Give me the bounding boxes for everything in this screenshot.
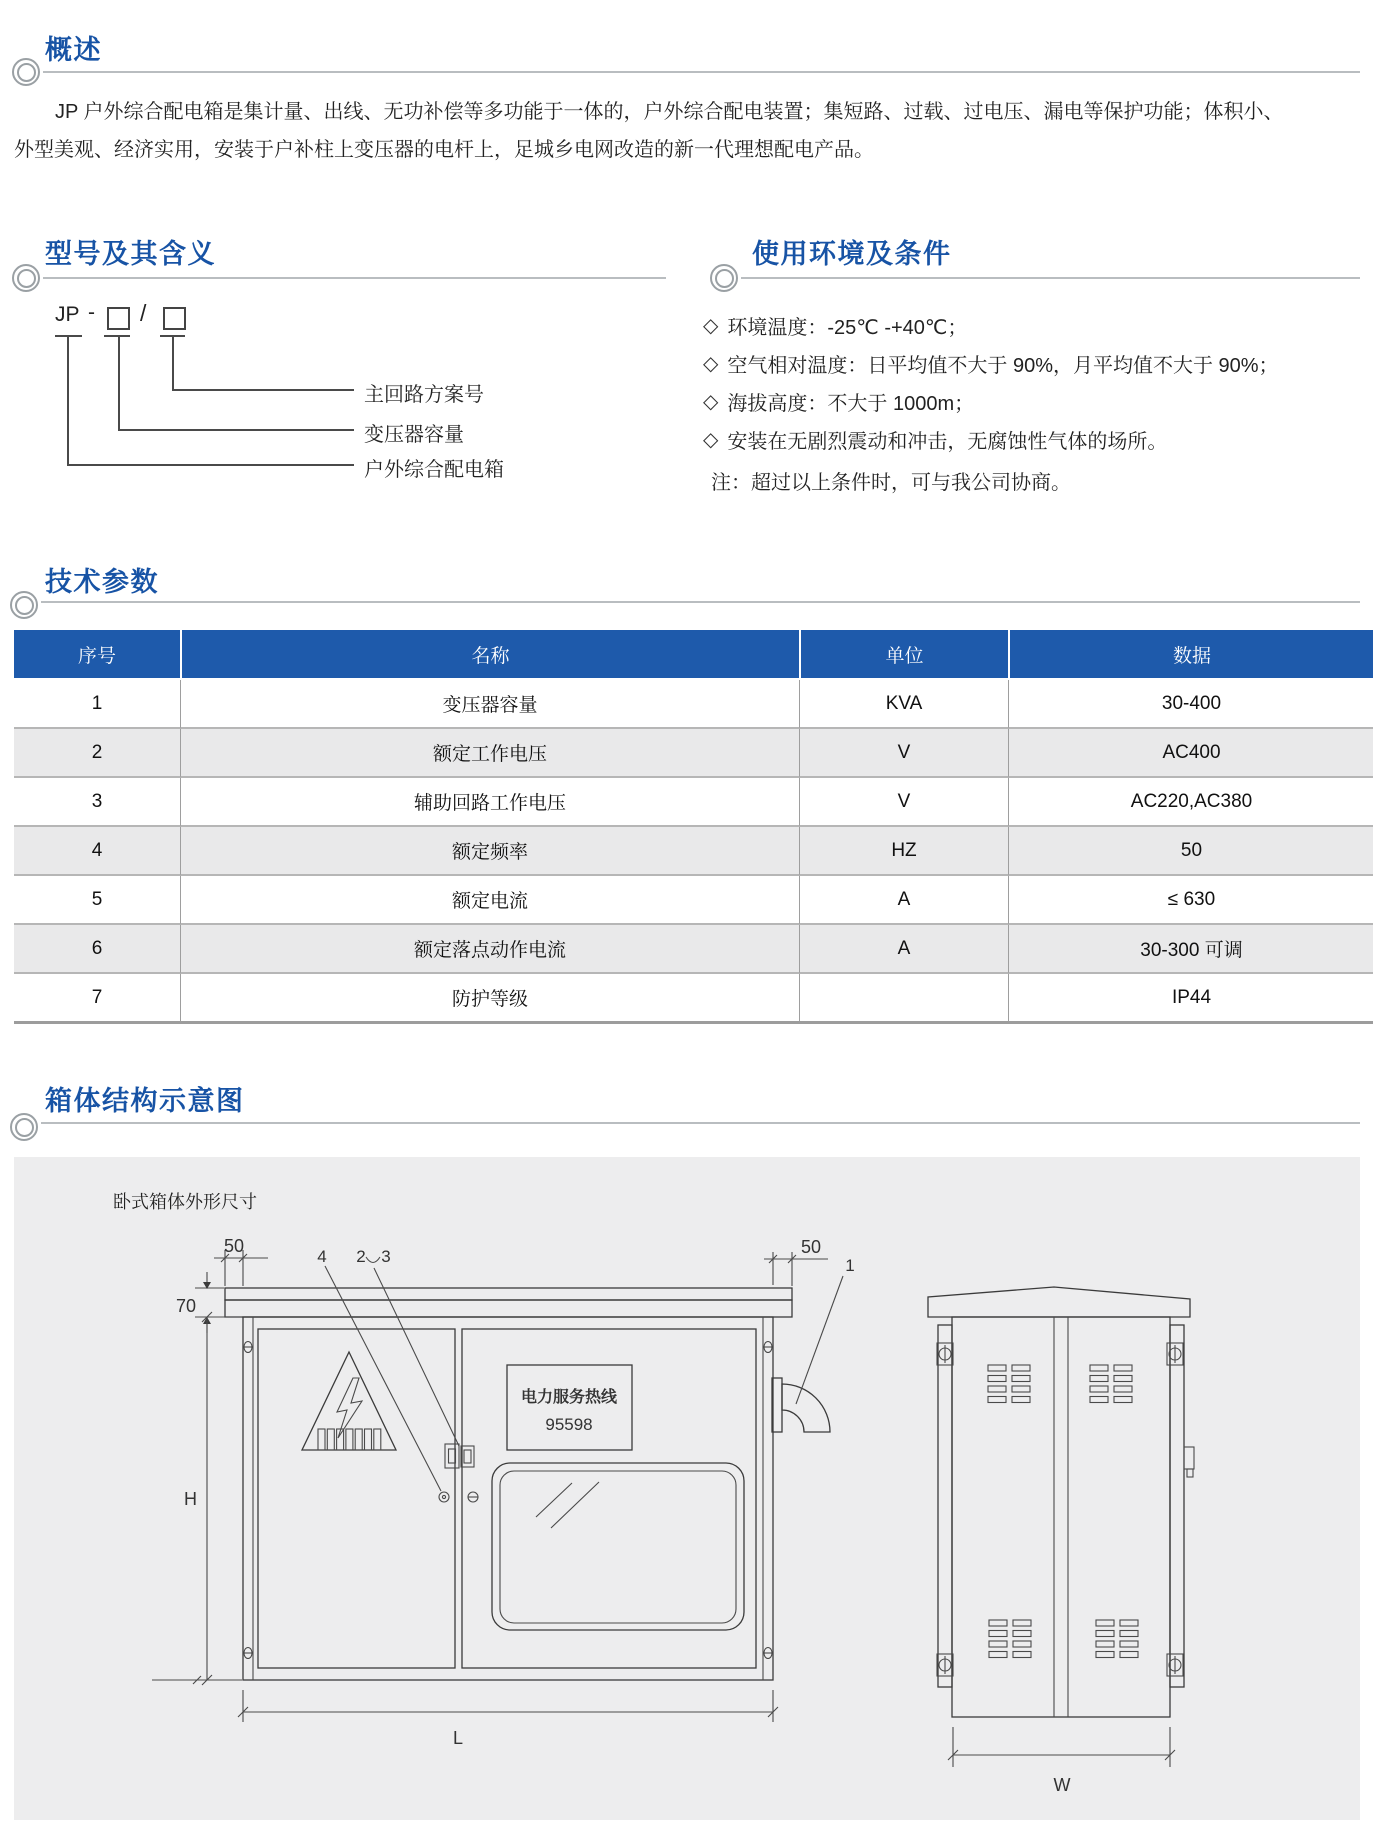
- column-header-name: 名称: [180, 630, 799, 680]
- model-code-dash: -: [88, 301, 95, 324]
- cell-unit: V: [799, 778, 1008, 827]
- table-row: [14, 729, 1373, 778]
- cell-name: 防护等级: [180, 974, 799, 1024]
- dim-label-50-left: 50: [223, 1236, 245, 1256]
- table-header-row: [14, 630, 1373, 680]
- part-label-3: 3: [381, 1247, 391, 1266]
- cell-data: ≤ 630: [1008, 876, 1373, 925]
- cell-index: 1: [14, 680, 180, 729]
- section-divider: [43, 277, 666, 279]
- dim-label-H: H: [184, 1489, 197, 1509]
- dimension-length: [238, 1690, 778, 1748]
- cell-data: 50: [1008, 827, 1373, 876]
- table-row: [14, 827, 1373, 876]
- section-divider: [43, 71, 1360, 73]
- diamond-bullet-icon: ◇: [703, 429, 719, 451]
- table-row: [14, 778, 1373, 827]
- glass-reflection-icon: [536, 1482, 599, 1528]
- meter-window: [492, 1463, 744, 1630]
- cell-unit: HZ: [799, 827, 1008, 876]
- cell-unit: KVA: [799, 680, 1008, 729]
- door-latch-icon: [439, 1444, 478, 1502]
- model-heading: 型号及其含义: [45, 239, 216, 269]
- cell-name: 额定电流: [180, 876, 799, 925]
- model-connector-line: [67, 336, 69, 466]
- structure-heading: 箱体结构示意图: [45, 1086, 245, 1116]
- cell-name: 辅助回路工作电压: [180, 778, 799, 827]
- model-placeholder-box-icon: [163, 307, 186, 330]
- column-header-unit: 单位: [799, 630, 1008, 680]
- cell-unit: V: [799, 729, 1008, 778]
- part-callouts: [317, 1247, 854, 1491]
- part-label-1: 1: [845, 1256, 855, 1275]
- parameters-table: [14, 630, 1373, 1024]
- overview-paragraph-line2: 外型美观、经济实用，安装于户补柱上变压器的电杆上，足城乡电网改造的新一代理想配电产品。: [14, 139, 874, 161]
- model-leader-line: [172, 389, 354, 391]
- model-placeholder-box-icon: [107, 307, 130, 330]
- section-ornament-icon: [10, 1113, 38, 1141]
- column-header-data: 数据: [1008, 630, 1373, 680]
- environment-note: 注：超过以上条件时，可与我公司协商。: [711, 472, 1071, 494]
- cell-unit: [799, 974, 1008, 1024]
- section-divider: [41, 1122, 1360, 1124]
- drawing-caption: 卧式箱体外形尺寸: [113, 1192, 257, 1212]
- dim-label-50-right: 50: [800, 1237, 822, 1257]
- cell-name: 额定频率: [180, 827, 799, 876]
- vent-louvre-icon: [1090, 1365, 1132, 1403]
- front-view-drawing: [152, 1236, 855, 1748]
- environment-item-text: 安装在无剧烈震动和冲击，无腐蚀性气体的场所。: [727, 431, 1168, 453]
- cell-index: 6: [14, 925, 180, 974]
- side-center-divider: [1054, 1317, 1068, 1717]
- cell-index: 4: [14, 827, 180, 876]
- dimension-roof-left: [214, 1236, 268, 1286]
- environment-item-text: 海拔高度：不大于 1000m；: [727, 393, 975, 415]
- cell-data: 30-400: [1008, 680, 1373, 729]
- cabinet-structure-drawing: [14, 1157, 1360, 1820]
- front-left-door: [258, 1329, 455, 1668]
- dimension-roof-right: [764, 1237, 828, 1286]
- dim-label-W: W: [1053, 1775, 1071, 1795]
- front-roof-top: [225, 1288, 792, 1300]
- service-hotline-sign: [507, 1365, 632, 1450]
- front-roof-bottom: [225, 1300, 792, 1317]
- section-divider: [41, 601, 1360, 603]
- dimension-height: [152, 1312, 242, 1685]
- environment-heading: 使用环境及条件: [752, 239, 952, 269]
- side-right-rail: [1170, 1325, 1184, 1687]
- cell-data: AC400: [1008, 729, 1373, 778]
- environment-item-text: 环境温度：-25℃ -+40℃；: [727, 317, 968, 339]
- model-label-capacity: 变压器容量: [364, 424, 464, 446]
- model-label-scheme: 主回路方案号: [364, 384, 484, 406]
- environment-item: [703, 349, 1279, 378]
- cell-index: 7: [14, 974, 180, 1024]
- warning-triangle-icon: [302, 1352, 396, 1450]
- dim-label-L: L: [452, 1728, 464, 1748]
- cell-index: 3: [14, 778, 180, 827]
- table-row: [14, 925, 1373, 974]
- hinge-icon: [937, 1343, 1183, 1676]
- section-ornament-icon: [710, 264, 738, 292]
- section-ornament-icon: [12, 264, 40, 292]
- cell-name: 额定落点动作电流: [180, 925, 799, 974]
- parameters-heading: 技术参数: [45, 567, 159, 597]
- cell-data: 30-300 可调: [1008, 925, 1373, 974]
- table-row: [14, 680, 1373, 729]
- overview-paragraph-line1: JP 户外综合配电箱是集计量、出线、无功补偿等多功能于一体的，户外综合配电装置；集短路、过载、过电压、漏电等保护功能；体积小、: [55, 101, 1284, 123]
- environment-item-text: 空气相对温度：日平均值不大于 90%，月平均值不大于 90%；: [727, 355, 1279, 377]
- model-leader-line: [118, 429, 354, 431]
- cell-index: 5: [14, 876, 180, 925]
- side-roof: [928, 1287, 1190, 1317]
- part-label-4: 4: [317, 1247, 327, 1266]
- hatch-bars-icon: [318, 1429, 381, 1450]
- cell-index: 2: [14, 729, 180, 778]
- model-connector-line: [118, 336, 120, 431]
- model-code-slash: /: [140, 300, 147, 326]
- cell-name: 额定工作电压: [180, 729, 799, 778]
- diamond-bullet-icon: ◇: [703, 353, 719, 375]
- dimension-width: [948, 1727, 1175, 1795]
- sign-text-line1: 电力服务热线: [520, 1389, 618, 1406]
- front-right-door: [462, 1329, 756, 1668]
- section-ornament-icon: [10, 591, 38, 619]
- table-row: [14, 876, 1373, 925]
- dimension-roof-height: [176, 1272, 242, 1333]
- dim-label-70: 70: [175, 1296, 196, 1316]
- front-side-rails: [253, 1317, 763, 1680]
- cell-name: 变压器容量: [180, 680, 799, 729]
- model-label-box: 户外综合配电箱: [364, 459, 504, 481]
- overview-heading: 概述: [45, 35, 102, 65]
- side-left-rail: [938, 1325, 952, 1687]
- cell-unit: A: [799, 925, 1008, 974]
- cell-data: IP44: [1008, 974, 1373, 1024]
- environment-item: [703, 311, 967, 340]
- cell-unit: A: [799, 876, 1008, 925]
- table-row: [14, 974, 1373, 1024]
- diamond-bullet-icon: ◇: [703, 315, 719, 337]
- part-label-2: 2: [356, 1247, 366, 1266]
- cable-elbow-duct: [772, 1378, 830, 1432]
- sign-text-line2: 95598: [545, 1415, 593, 1434]
- model-underline: [104, 335, 130, 337]
- side-latch-icon: [1184, 1447, 1194, 1477]
- environment-item: [703, 425, 1167, 454]
- section-divider: [741, 277, 1360, 279]
- section-ornament-icon: [12, 58, 40, 86]
- environment-item: [703, 387, 974, 416]
- side-view-drawing: [928, 1287, 1194, 1795]
- vent-louvre-icon: [989, 1620, 1031, 1658]
- hinge-icon: [243, 1342, 773, 1659]
- model-connector-line: [172, 336, 174, 391]
- column-header-index: 序号: [14, 630, 180, 680]
- diamond-bullet-icon: ◇: [703, 391, 719, 413]
- model-leader-line: [67, 464, 354, 466]
- model-code-prefix: JP: [55, 303, 80, 326]
- vent-louvre-icon: [988, 1365, 1030, 1403]
- front-cabinet-body: [243, 1317, 773, 1680]
- vent-louvre-icon: [1096, 1620, 1138, 1658]
- cell-data: AC220,AC380: [1008, 778, 1373, 827]
